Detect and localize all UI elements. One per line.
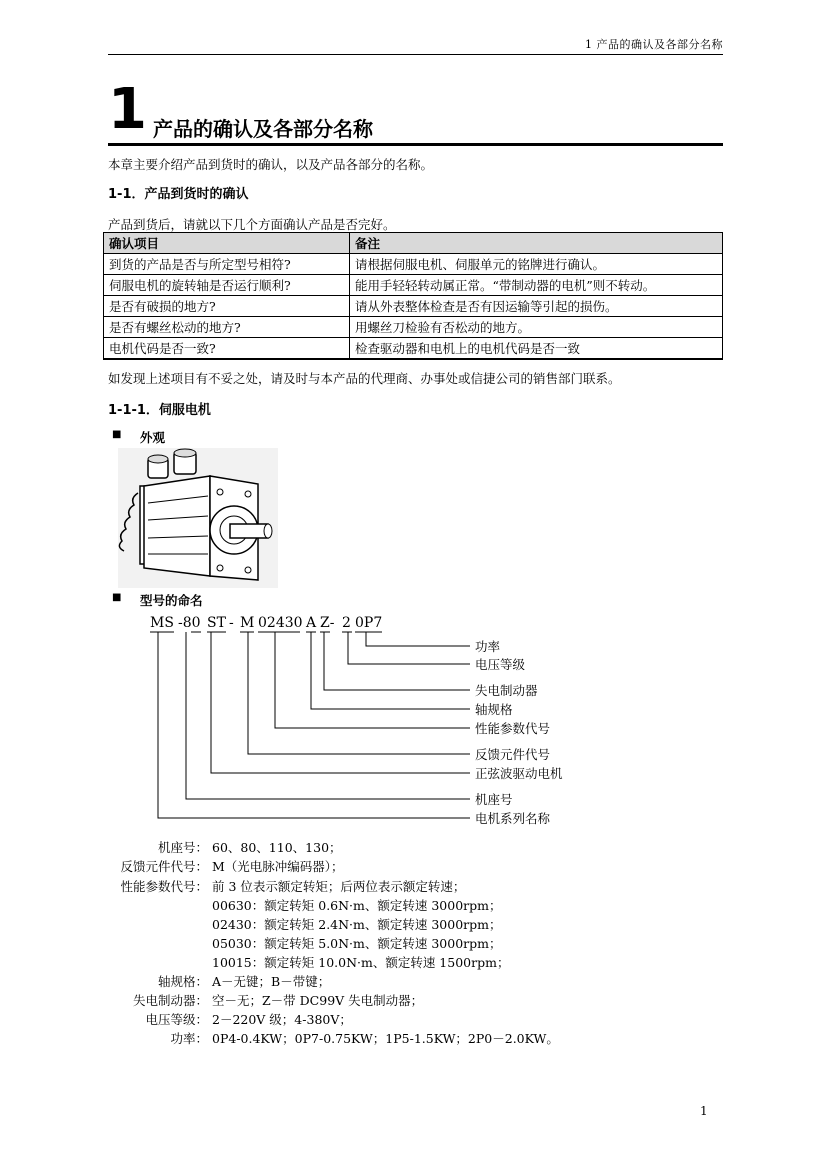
spec-value: 10015：额定转矩 10.0N·m、额定转速 1500rpm；: [212, 955, 510, 970]
model-code-sine: ST: [207, 615, 226, 631]
spec-value: A－无键；B－带键；: [212, 974, 331, 989]
spec-term: 性能参数代号：: [120, 879, 208, 894]
model-naming-label: 型号的命名: [140, 593, 203, 608]
label-performance: 性能参数代号: [475, 721, 551, 736]
spec-term: 机座号：: [157, 840, 208, 855]
spec-value: 0P4-0.4KW；0P7-0.75KW；1P5-1.5KW；2P0－2.0KW。: [212, 1031, 559, 1046]
table-cell: 检查驱动器和电机上的电机代码是否一致: [350, 338, 723, 360]
spec-value: 00630：额定转矩 0.6N·m、额定转速 3000rpm；: [212, 898, 502, 913]
section-lead: 产品到货后，请就以下几个方面确认产品是否完好。: [108, 217, 396, 232]
table-cell: 用螺丝刀检验有否松动的地方。: [350, 317, 723, 338]
model-code-brake: Z-: [320, 615, 335, 631]
model-code-performance: 02430: [258, 615, 303, 631]
spec-value: 前 3 位表示额定转矩；后两位表示额定转速；: [212, 879, 466, 894]
spec-value: 60、80、110、130；: [212, 840, 342, 855]
table-cell: 请从外表整体检查是否有因运输等引起的损伤。: [350, 296, 723, 317]
page-number: 1: [700, 1104, 708, 1118]
label-brake: 失电制动器: [475, 683, 538, 698]
model-code-voltage: 2: [342, 615, 351, 631]
contact-note: 如发现上述项目有不妥之处，请及时与本产品的代理商、办事处或信捷公司的销售部门联系。: [108, 371, 621, 386]
model-code-shaft: A: [306, 615, 317, 631]
spec-term: 失电制动器：: [132, 993, 208, 1008]
spec-value: M（光电脉冲编码器）；: [212, 859, 344, 874]
model-code-feedback: M: [240, 615, 255, 631]
table-cell: 伺服电机的旋转轴是否运行顺利?: [104, 275, 350, 296]
model-code-series: MS: [150, 615, 174, 631]
model-code-frame: -80: [178, 615, 201, 631]
running-header: 1 产品的确认及各部分名称: [585, 38, 723, 51]
section-heading: 1-1．产品到货时的确认: [108, 187, 249, 202]
table-cell: 能用手轻轻转动属正常。“带制动器的电机”则不转动。: [350, 275, 723, 296]
spec-value: 2－220V 级；4-380V；: [212, 1012, 352, 1027]
spec-term: 轴规格：: [157, 974, 208, 989]
spec-value: 05030：额定转矩 5.0N·m、额定转速 3000rpm；: [212, 936, 502, 951]
square-bullet-icon: ■: [112, 429, 122, 440]
appearance-label: 外观: [140, 430, 166, 445]
chapter-number: 1: [108, 77, 147, 142]
table-header-cell: 确认项目: [104, 233, 350, 254]
table-cell: 是否有破损的地方?: [104, 296, 350, 317]
label-voltage: 电压等级: [475, 657, 526, 672]
label-shaft: 轴规格: [475, 702, 513, 717]
spec-term: 电压等级：: [145, 1012, 208, 1027]
spec-value: 02430：额定转矩 2.4N·m、额定转速 3000rpm；: [212, 917, 502, 932]
chapter-intro: 本章主要介绍产品到货时的确认，以及产品各部分的名称。: [108, 157, 434, 172]
table-cell: 请根据伺服电机、伺服单元的铭牌进行确认。: [350, 254, 723, 275]
label-power: 功率: [475, 639, 501, 654]
table-cell: 是否有螺丝松动的地方?: [104, 317, 350, 338]
spec-value: 空－无；Z－带 DC99V 失电制动器；: [212, 993, 424, 1008]
spec-term: 反馈元件代号：: [120, 859, 208, 874]
model-code-power: 0P7: [355, 615, 383, 631]
square-bullet-icon: ■: [112, 592, 122, 603]
label-sine-drive: 正弦波驱动电机: [475, 766, 563, 781]
label-frame: 机座号: [475, 792, 513, 807]
spec-term: 功率：: [170, 1031, 208, 1046]
chapter-title: 产品的确认及各部分名称: [153, 117, 373, 141]
table-header-cell: 备注: [350, 233, 723, 254]
subsection-heading: 1-1-1．伺服电机: [108, 403, 211, 418]
table-cell: 到货的产品是否与所定型号相符?: [104, 254, 350, 275]
label-series-name: 电机系列名称: [475, 811, 551, 826]
table-cell: 电机代码是否一致?: [104, 338, 350, 360]
model-code-dash: -: [229, 615, 234, 631]
label-feedback: 反馈元件代号: [475, 747, 551, 762]
